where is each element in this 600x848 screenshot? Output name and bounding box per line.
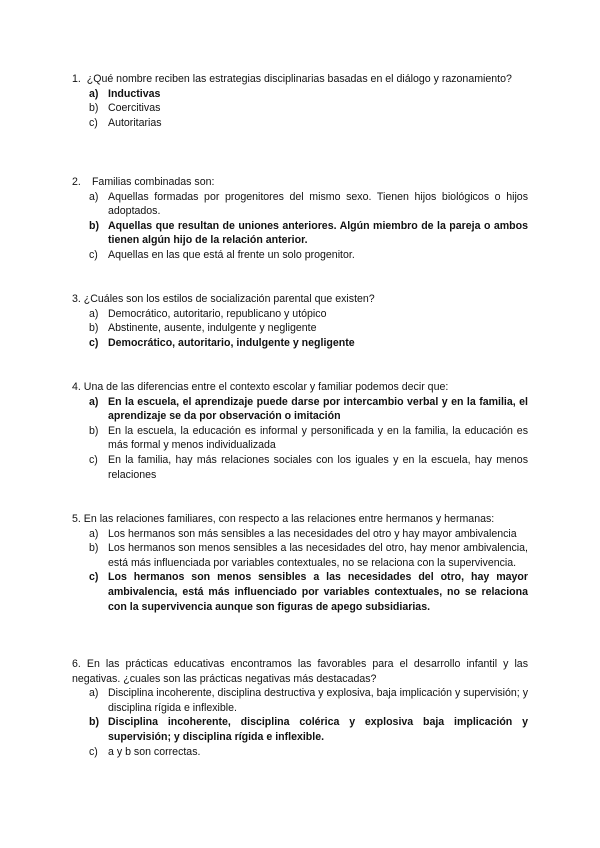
option-letter: c) (89, 571, 99, 584)
question-1-text: ¿Qué nombre reciben las estrategias disciplinarias basadas en el diálogo y razonamiento? (86, 73, 512, 85)
question-3-option-c (72, 336, 528, 351)
question-2-option-b (72, 219, 528, 248)
question-3-options (72, 307, 528, 351)
option-text: En la escuela, el aprendizaje puede darse por intercambio verbal y en la familia, el aprendizaje se da por observación o imitación (108, 395, 528, 423)
question-5-stem (72, 512, 528, 527)
question-4-stem (72, 380, 528, 395)
option-text: a y b son correctas. (108, 745, 201, 758)
question-5-options (72, 527, 528, 615)
question-6-option-c (72, 745, 528, 760)
question-1 (72, 72, 528, 130)
option-letter: b) (89, 716, 99, 729)
option-text: Democrático, autoritario, indulgente y negligente (108, 336, 355, 349)
question-2-option-a (72, 190, 528, 219)
question-3-option-a (72, 307, 528, 322)
question-5-option-c (72, 570, 528, 614)
option-letter: c) (89, 116, 98, 129)
question-6-options (72, 686, 528, 759)
option-text: Los hermanos son más sensibles a las necesidades del otro y hay mayor ambivalencia (108, 527, 517, 540)
option-text: Inductivas (108, 87, 161, 100)
question-4-option-b (72, 424, 528, 453)
option-text: Aquellas que resultan de uniones anteriores. Algún miembro de la pareja o ambos tienen algún hijo de la relación anterior. (108, 219, 528, 247)
option-letter: c) (89, 248, 98, 261)
option-text: En la escuela, la educación es informal y personificada y en la familia, la educación es más formal y menos individualizada (108, 424, 528, 452)
question-5-text: En las relaciones familiares, con respecto a las relaciones entre hermanos y hermanas: (83, 513, 495, 525)
option-text: Coercitivas (108, 102, 161, 115)
question-2-stem (72, 175, 528, 190)
question-6-option-a (72, 686, 528, 715)
option-letter: b) (89, 322, 99, 335)
question-3-number: 3. (72, 293, 81, 305)
question-1-number: 1. (72, 73, 81, 85)
option-text: Los hermanos son menos sensibles a las necesidades del otro, hay mayor ambivalencia, está más influenciado por variables contextuales, no se relaciona con la supervivencia aunque son figuras de apego subsidiarias. (108, 571, 528, 613)
question-3 (72, 292, 528, 350)
question-3-stem (72, 292, 528, 307)
question-1-option-b (72, 101, 528, 116)
question-2 (72, 175, 528, 263)
question-5-option-b (72, 541, 528, 570)
option-text: Autoritarias (108, 116, 162, 129)
option-letter: c) (89, 336, 99, 349)
question-3-text: ¿Cuáles son los estilos de socialización parental que existen? (83, 293, 375, 305)
question-2-options (72, 190, 528, 263)
question-6-number: 6. (72, 658, 81, 670)
question-5-option-a (72, 527, 528, 542)
option-letter: b) (89, 102, 99, 115)
option-text: Disciplina incoherente, disciplina destructiva y explosiva, baja implicación y supervisión; y disciplina rígida e inflexible. (108, 687, 528, 714)
question-3-option-b (72, 321, 528, 336)
question-2-option-c (72, 248, 528, 263)
question-6-text: En las prácticas educativas encontramos las favorables para el desarrollo infantil y las negativas. ¿cuales son las prácticas negativas más destacadas? (72, 658, 528, 685)
option-letter: a) (89, 87, 99, 100)
question-4-option-c (72, 453, 528, 482)
option-letter: b) (89, 219, 99, 232)
question-1-option-a (72, 87, 528, 102)
question-6-option-b (72, 715, 528, 744)
option-text: Democrático, autoritario, republicano y utópico (108, 307, 327, 320)
option-letter: a) (89, 527, 99, 540)
question-4-text: Una de las diferencias entre el contexto escolar y familiar podemos decir que: (83, 381, 449, 393)
question-6 (72, 657, 528, 759)
option-text: En la familia, hay más relaciones sociales con los iguales y en la escuela, hay menos relaciones (108, 453, 528, 481)
question-1-stem (72, 72, 528, 87)
option-letter: c) (89, 453, 98, 466)
option-letter: a) (89, 307, 99, 320)
option-text: Aquellas formadas por progenitores del mismo sexo. Tienen hijos biológicos o hijos adoptados. (108, 190, 528, 218)
question-4 (72, 380, 528, 482)
option-text: Abstinente, ausente, indulgente y negligente (108, 322, 317, 335)
option-text: Disciplina incoherente, disciplina colérica y explosiva baja implicación y supervisión; y disciplina rígida e inflexible. (108, 716, 528, 743)
option-text: Aquellas en las que está al frente un solo progenitor. (108, 248, 355, 261)
question-1-options (72, 87, 528, 131)
question-6-stem (72, 657, 528, 686)
question-1-option-c (72, 116, 528, 131)
option-text: Los hermanos son menos sensibles a las necesidades del otro, hay menor ambivalencia, está más influenciada por variables contextuales, no se relaciona con la supervivencia. (108, 542, 528, 569)
option-letter: c) (89, 745, 98, 758)
option-letter: a) (89, 190, 99, 203)
question-2-text: Familias combinadas son: (91, 176, 215, 188)
question-5 (72, 512, 528, 614)
option-letter: a) (89, 687, 99, 700)
question-5-number: 5. (72, 513, 81, 525)
question-4-number: 4. (72, 381, 81, 393)
question-2-number: 2. (72, 176, 81, 188)
option-letter: b) (89, 424, 99, 437)
option-letter: b) (89, 542, 99, 555)
question-4-options (72, 395, 528, 483)
question-4-option-a (72, 395, 528, 424)
option-letter: a) (89, 395, 99, 408)
